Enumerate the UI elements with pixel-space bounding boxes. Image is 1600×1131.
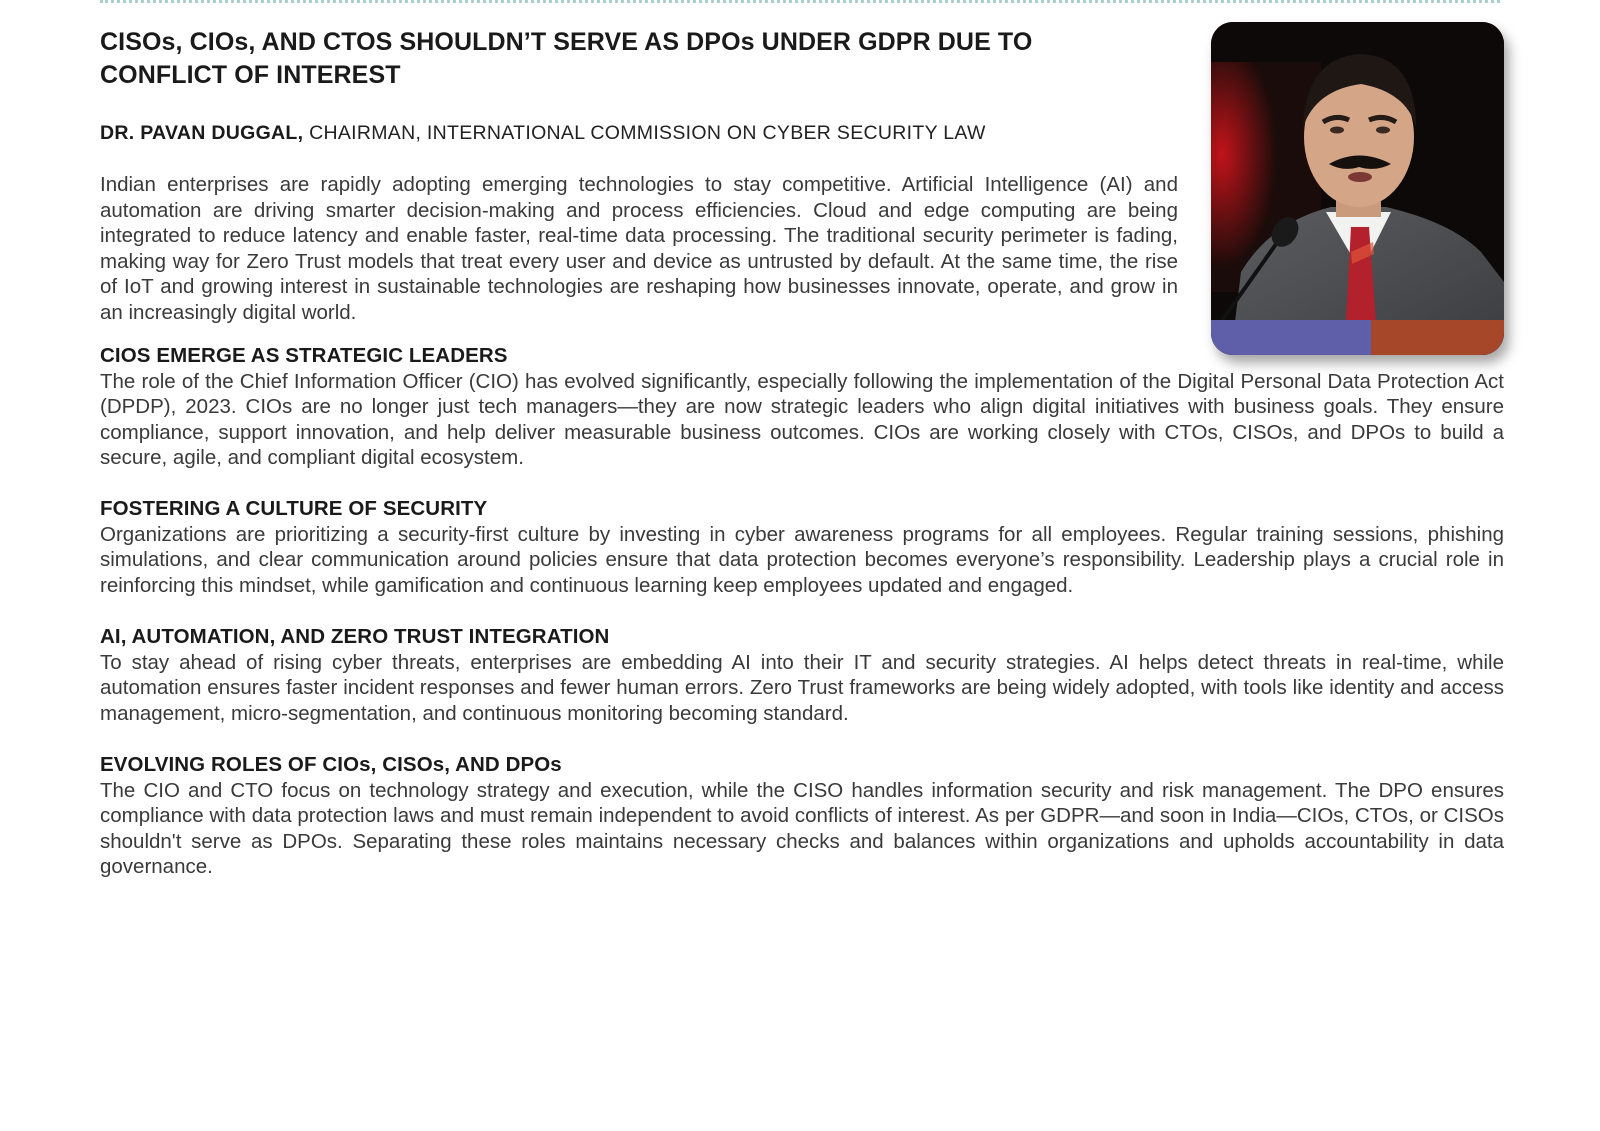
section-ai-zero-trust	[100, 624, 1504, 726]
section-heading: FOSTERING A CULTURE OF SECURITY	[100, 497, 488, 520]
section-body: To stay ahead of rising cyber threats, enterprises are embedding AI into their IT and security strategies. AI helps detect threats in real-time, while automation ensures faster incident responses and fewer human errors. Zero Trust frameworks are being widely adopted, with tools like identity and access management, micro-segmentation, and continuous monitoring becoming standard.	[100, 650, 1504, 725]
top-dotted-rule	[100, 0, 1500, 3]
author-photo	[1211, 22, 1504, 355]
section-heading: AI, AUTOMATION, AND ZERO TRUST INTEGRATION	[100, 625, 610, 648]
portrait-illustration	[1211, 22, 1504, 355]
section-cios-strategic-leaders	[100, 343, 1504, 471]
article-title: CISOs, CIOs, AND CTOS SHOULDN’T SERVE AS DPOs UNDER GDPR DUE TO CONFLICT OF INTEREST	[100, 28, 1033, 89]
section-evolving-roles	[100, 752, 1504, 880]
intro-paragraph: Indian enterprises are rapidly adopting emerging technologies to stay competitive. Artificial Intelligence (AI) and automation are driving smarter decision-making and process efficiencies. Cloud and edge computing are being integrated to reduce latency and enable faster, real-time data processing. The traditional security perimeter is fading, making way for Zero Trust models that treat every user and device as untrusted by default. At the same time, the rise of IoT and growing interest in sustainable technologies are reshaping how businesses innovate, operate, and grow in an increasingly digital world.	[100, 173, 1178, 324]
author-role: CHAIRMAN, INTERNATIONAL COMMISSION ON CYBER SECURITY LAW	[303, 122, 986, 144]
section-heading: EVOLVING ROLES OF CIOs, CISOs, AND DPOs	[100, 753, 562, 776]
section-heading: CIOS EMERGE AS STRATEGIC LEADERS	[100, 344, 508, 367]
author-byline	[100, 120, 986, 146]
section-body: The role of the Chief Information Officer (CIO) has evolved significantly, especially following the implementation of the Digital Personal Data Protection Act (DPDP), 2023. CIOs are no longer just tech managers—they are now strategic leaders who align digital initiatives with business goals. They ensure compliance, support innovation, and help deliver measurable business outcomes. CIOs are working closely with CTOs, CISOs, and DPOs to build a secure, agile, and compliant digital ecosystem.	[100, 369, 1504, 469]
author-name: DR. PAVAN DUGGAL,	[100, 122, 304, 144]
section-body: The CIO and CTO focus on technology strategy and execution, while the CISO handles information security and risk management. The DPO ensures compliance with data protection laws and must remain independent to avoid conflicts of interest. As per GDPR—and soon in India—CIOs, CTOs, or CISOs shouldn't serve as DPOs. Separating these roles maintains necessary checks and balances within organizations and upholds accountability in data governance.	[100, 778, 1504, 878]
section-culture-of-security	[100, 496, 1504, 598]
section-body: Organizations are prioritizing a security-first culture by investing in cyber awareness programs for all employees. Regular training sessions, phishing simulations, and clear communication around policies ensure that data protection becomes everyone’s responsibility. Leadership plays a crucial role in reinforcing this mindset, while gamification and continuous learning keep employees updated and engaged.	[100, 522, 1504, 597]
